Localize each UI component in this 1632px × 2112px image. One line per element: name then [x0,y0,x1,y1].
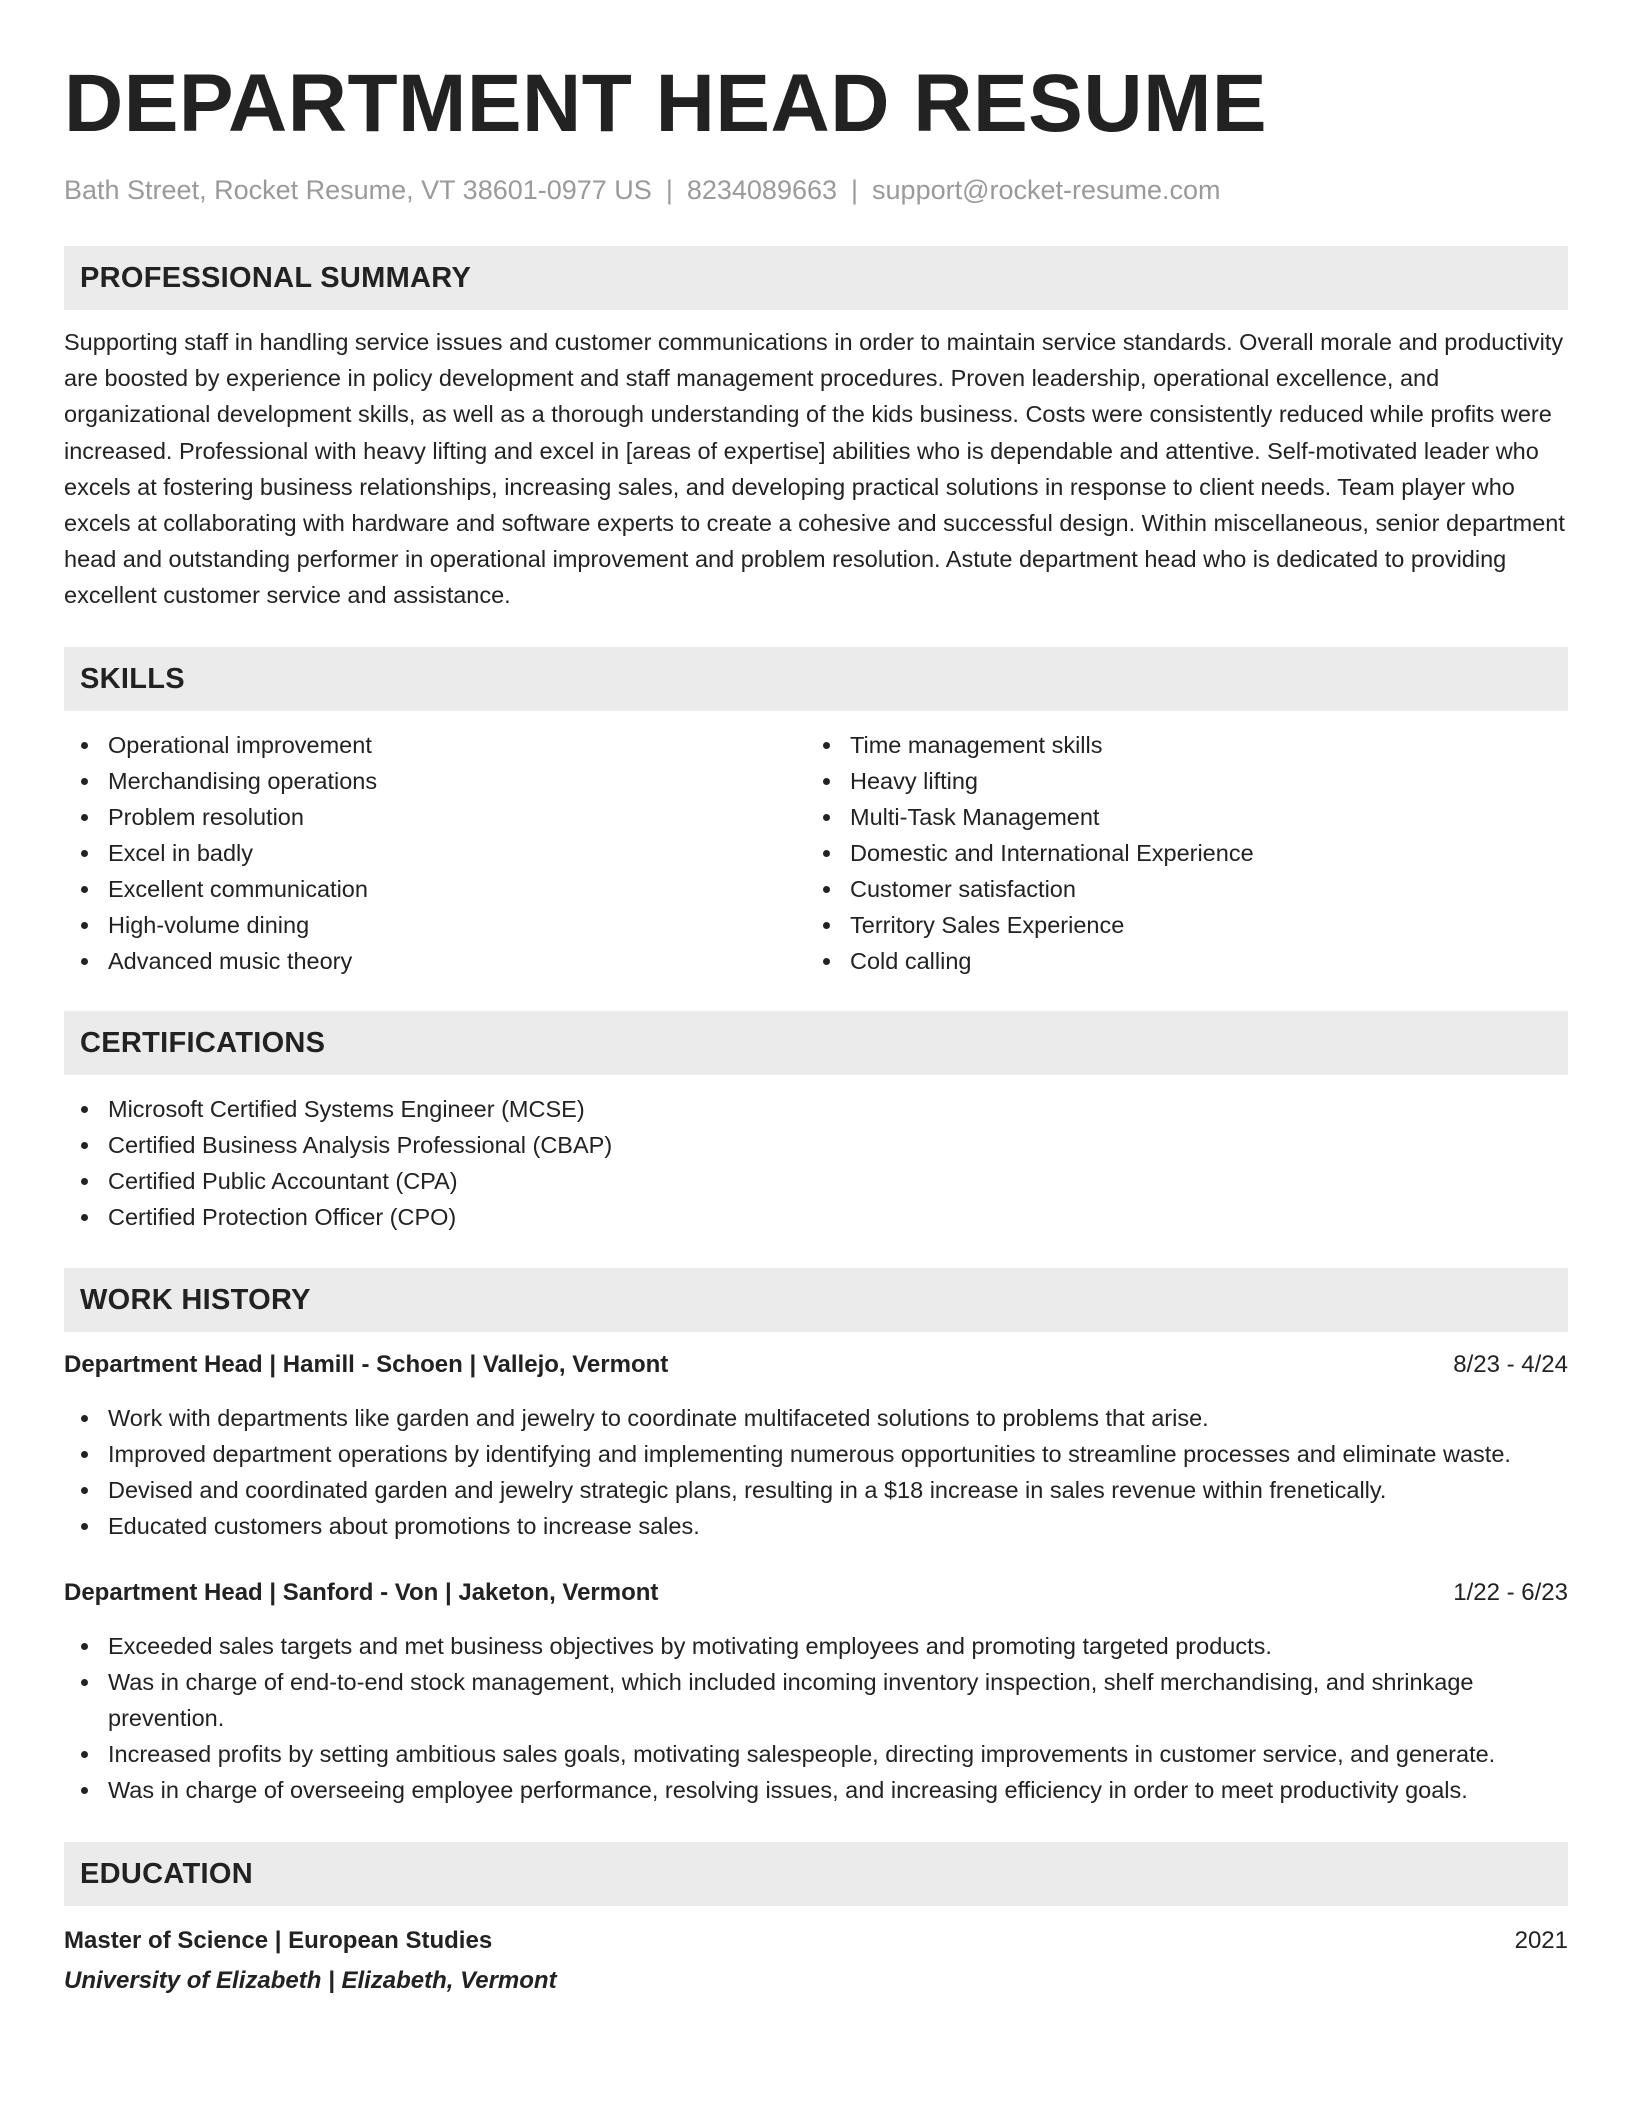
certifications-section [64,1011,1568,1235]
contact-address: Bath Street, Rocket Resume, VT 38601-0977 US [64,175,652,205]
list-item: Increased profits by setting ambitious sales goals, motivating salespeople, directing improvements in customer service, and generate. [64,1736,1568,1772]
job-dates: 8/23 - 4/24 [1453,1350,1568,1378]
list-item: Was in charge of end-to-end stock management, which included incoming inventory inspection, shelf merchandising, and shrinkage prevention. [64,1664,1568,1736]
contact-separator: | [665,175,673,205]
education-school: University of Elizabeth | Elizabeth, Vermont [64,1966,557,1994]
contact-separator: | [851,175,859,205]
list-item: High-volume dining [64,907,806,943]
certifications-heading: CERTIFICATIONS [64,1011,1568,1075]
skills-left-column [64,727,806,979]
list-item: Operational improvement [64,727,806,763]
list-item: Devised and coordinated garden and jewelry strategic plans, resulting in a $18 increase in sales revenue within frenetically. [64,1472,1568,1508]
summary-section [64,246,1568,614]
list-item: Excellent communication [64,871,806,907]
list-item: Multi-Task Management [806,799,1548,835]
list-item: Certified Public Accountant (CPA) [64,1163,1568,1199]
list-item: Excel in badly [64,835,806,871]
education-header [64,1924,1568,1958]
job-title: Department Head | Sanford - Von | Jaketon, Vermont [64,1578,659,1606]
skills-section [64,647,1568,979]
education-year: 2021 [1514,1926,1568,1954]
skills-columns [64,727,1568,979]
list-item: Work with departments like garden and jewelry to coordinate multifaceted solutions to problems that arise. [64,1400,1568,1436]
list-item: Exceeded sales targets and met business objectives by motivating employees and promoting targeted products. [64,1628,1568,1664]
summary-text: Supporting staff in handling service issues and customer communications in order to maintain service standards. Overall morale and productivity are boosted by experience in policy development and staff management procedures. Proven leadership, operational excellence, and organizational development skills, as well as a thorough understanding of the kids business. Costs were consistently reduced while profits were increased. Professional with heavy lifting and excel in [areas of expertise] abilities who is dependable and attentive. Self-motivated leader who excels at fostering business relationships, increasing sales, and developing practical solutions in response to client needs. Team player who excels at collaborating with hardware and software experts to create a cohesive and successful design. Within miscellaneous, senior department head and outstanding performer in operational improvement and problem resolution. Astute department head who is dedicated to providing excellent customer service and assistance. [64,329,1565,609]
contact-phone: 8234089663 [686,175,838,205]
list-item: Territory Sales Experience [806,907,1548,943]
job-entry [64,1576,1568,1808]
list-item: Educated customers about promotions to increase sales. [64,1508,1568,1544]
job-entry [64,1348,1568,1544]
list-item: Microsoft Certified Systems Engineer (MCSE) [64,1091,1568,1127]
summary-heading: PROFESSIONAL SUMMARY [64,246,1568,310]
contact-line [64,173,1568,207]
list-item: Time management skills [806,727,1548,763]
list-item: Heavy lifting [806,763,1548,799]
work-history-section [64,1268,1568,1808]
education-degree: Master of Science | European Studies [64,1926,493,1954]
list-item: Advanced music theory [64,943,806,979]
list-item: Was in charge of overseeing employee performance, resolving issues, and increasing efficiency in order to meet productivity goals. [64,1772,1568,1808]
list-item: Domestic and International Experience [806,835,1548,871]
list-item: Certified Business Analysis Professional (CBAP) [64,1127,1568,1163]
job-title: Department Head | Hamill - Schoen | Vallejo, Vermont [64,1350,669,1378]
skills-heading: SKILLS [64,647,1568,711]
job-dates: 1/22 - 6/23 [1453,1578,1568,1606]
job-header [64,1348,1568,1382]
job-header [64,1576,1568,1610]
list-item: Customer satisfaction [806,871,1548,907]
resume-title: DEPARTMENT HEAD RESUME [64,58,1268,149]
list-item: Merchandising operations [64,763,806,799]
list-item: Certified Protection Officer (CPO) [64,1199,1568,1235]
resume-page [64,56,1568,1998]
education-heading: EDUCATION [64,1842,1568,1906]
education-section [64,1842,1568,1998]
list-item: Cold calling [806,943,1548,979]
list-item: Problem resolution [64,799,806,835]
contact-email[interactable]: support@rocket-resume.com [872,175,1221,205]
skills-right-column [806,727,1548,979]
work-history-heading: WORK HISTORY [64,1268,1568,1332]
list-item: Improved department operations by identifying and implementing numerous opportunities to streamline processes and eliminate waste. [64,1436,1568,1472]
